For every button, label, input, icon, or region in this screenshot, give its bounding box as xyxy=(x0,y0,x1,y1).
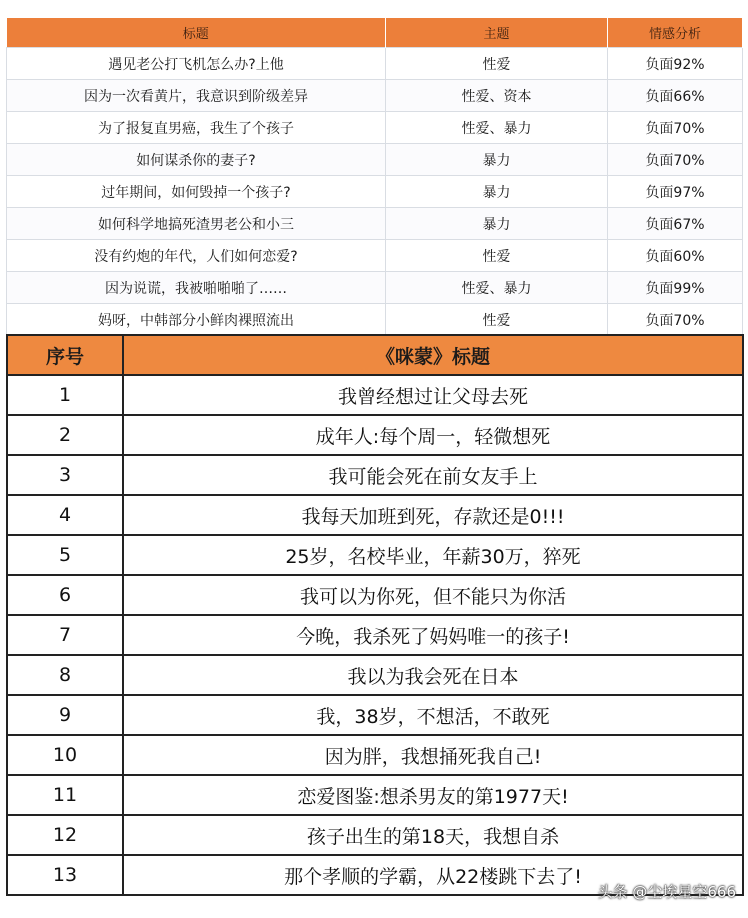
index-cell: 13 xyxy=(7,855,123,895)
table2-header-row xyxy=(7,335,743,375)
headline-cell: 今晚，我杀死了妈妈唯一的孩子! xyxy=(123,615,743,655)
index-cell: 1 xyxy=(7,375,123,415)
table-row xyxy=(7,655,743,695)
table-row xyxy=(7,375,743,415)
index-cell: 11 xyxy=(7,775,123,815)
table-row xyxy=(7,208,743,240)
col-header-index: 序号 xyxy=(7,335,123,375)
sentiment-cell: 负面70% xyxy=(608,304,743,336)
table-row xyxy=(7,615,743,655)
title-cell: 因为一次看黄片，我意识到阶级差异 xyxy=(7,80,386,112)
title-cell: 如何谋杀你的妻子? xyxy=(7,144,386,176)
watermark: 头条 @尘埃星空666 xyxy=(597,883,736,901)
sentiment-cell: 负面66% xyxy=(608,80,743,112)
table-row xyxy=(7,695,743,735)
sentiment-cell: 负面97% xyxy=(608,176,743,208)
topic-cell: 性爱、暴力 xyxy=(386,272,608,304)
table-row xyxy=(7,575,743,615)
sentiment-cell: 负面99% xyxy=(608,272,743,304)
index-cell: 2 xyxy=(7,415,123,455)
title-cell: 妈呀，中韩部分小鲜肉裸照流出 xyxy=(7,304,386,336)
topic-cell: 暴力 xyxy=(386,208,608,240)
col-header-sentiment: 情感分析 xyxy=(608,18,743,48)
col-header-topic: 主题 xyxy=(386,18,608,48)
title-cell: 遇见老公打飞机怎么办?上他 xyxy=(7,48,386,80)
table-row xyxy=(7,240,743,272)
table-row xyxy=(7,535,743,575)
index-cell: 9 xyxy=(7,695,123,735)
title-cell: 因为说谎，我被啪啪啪了…… xyxy=(7,272,386,304)
topic-cell: 性爱、暴力 xyxy=(386,112,608,144)
topic-cell: 暴力 xyxy=(386,144,608,176)
table-row xyxy=(7,272,743,304)
headline-cell: 因为胖，我想捅死我自己! xyxy=(123,735,743,775)
col-header-title: 标题 xyxy=(7,18,386,48)
sentiment-cell: 负面67% xyxy=(608,208,743,240)
index-cell: 5 xyxy=(7,535,123,575)
headline-cell: 我可以为你死，但不能只为你活 xyxy=(123,575,743,615)
headline-cell: 我曾经想过让父母去死 xyxy=(123,375,743,415)
mimeng-titles-table xyxy=(6,334,744,896)
index-cell: 6 xyxy=(7,575,123,615)
topic-cell: 性爱 xyxy=(386,304,608,336)
index-cell: 4 xyxy=(7,495,123,535)
table-row xyxy=(7,735,743,775)
table-row xyxy=(7,48,743,80)
col-header-mimeng-title: 《咪蒙》标题 xyxy=(123,335,743,375)
sentiment-cell: 负面70% xyxy=(608,112,743,144)
headline-cell: 我以为我会死在日本 xyxy=(123,655,743,695)
table-row xyxy=(7,176,743,208)
index-cell: 10 xyxy=(7,735,123,775)
index-cell: 12 xyxy=(7,815,123,855)
headline-cell: 那个孝顺的学霸，从22楼跳下去了! xyxy=(123,855,743,895)
title-cell: 没有约炮的年代，人们如何恋爱? xyxy=(7,240,386,272)
headline-cell: 我可能会死在前女友手上 xyxy=(123,455,743,495)
table1-header-row xyxy=(7,18,743,48)
index-cell: 3 xyxy=(7,455,123,495)
topic-cell: 性爱 xyxy=(386,48,608,80)
topic-cell: 暴力 xyxy=(386,176,608,208)
table-row xyxy=(7,815,743,855)
topic-cell: 性爱 xyxy=(386,240,608,272)
sentiment-cell: 负面92% xyxy=(608,48,743,80)
table-row xyxy=(7,304,743,336)
title-cell: 为了报复直男癌，我生了个孩子 xyxy=(7,112,386,144)
headline-cell: 25岁，名校毕业，年薪30万，猝死 xyxy=(123,535,743,575)
table-row xyxy=(7,415,743,455)
table-row xyxy=(7,144,743,176)
title-cell: 过年期间，如何毁掉一个孩子? xyxy=(7,176,386,208)
title-cell: 如何科学地搞死渣男老公和小三 xyxy=(7,208,386,240)
table-row xyxy=(7,775,743,815)
headline-cell: 我每天加班到死，存款还是0!!! xyxy=(123,495,743,535)
headline-cell: 成年人:每个周一，轻微想死 xyxy=(123,415,743,455)
table-row xyxy=(7,80,743,112)
table-row xyxy=(7,495,743,535)
index-cell: 8 xyxy=(7,655,123,695)
index-cell: 7 xyxy=(7,615,123,655)
sentiment-cell: 负面60% xyxy=(608,240,743,272)
table-row xyxy=(7,455,743,495)
topic-cell: 性爱、资本 xyxy=(386,80,608,112)
headline-cell: 恋爱图鉴:想杀男友的第1977天! xyxy=(123,775,743,815)
table-row xyxy=(7,112,743,144)
headline-cell: 孩子出生的第18天，我想自杀 xyxy=(123,815,743,855)
headline-cell: 我，38岁，不想活，不敢死 xyxy=(123,695,743,735)
topic-sentiment-table xyxy=(6,18,743,336)
sentiment-cell: 负面70% xyxy=(608,144,743,176)
